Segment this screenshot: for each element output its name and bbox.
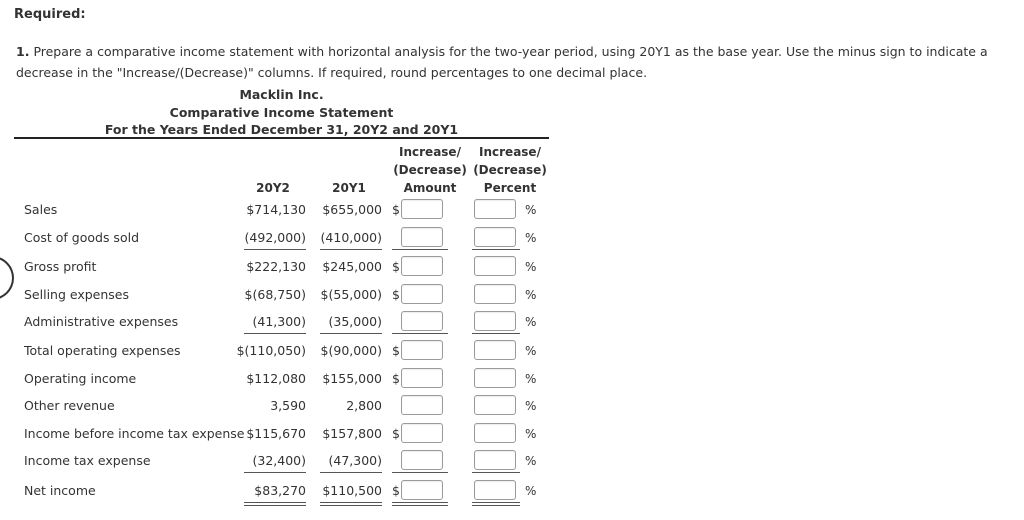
percent-sign: % (525, 427, 537, 441)
side-marker (0, 256, 14, 300)
dollar-sign: $ (392, 202, 400, 217)
row-label: Selling expenses (24, 287, 130, 302)
underline-20y1 (320, 472, 382, 473)
increase-percent-input[interactable] (474, 368, 516, 388)
value-20y1: $155,000 (322, 371, 382, 386)
percent-sign: % (525, 372, 537, 386)
underline-20y1 (320, 249, 382, 250)
row-label: Other revenue (24, 398, 115, 413)
underline-percent (472, 333, 520, 334)
col-inc-amount-l2: (Decrease) (393, 163, 467, 177)
row-label: Net income (24, 483, 96, 498)
underline-20y2 (244, 472, 306, 473)
col-20y1: 20Y1 (332, 181, 366, 195)
value-20y1: $245,000 (322, 259, 382, 274)
col-inc-pct-l1: Increase/ (479, 145, 541, 159)
increase-percent-input[interactable] (474, 256, 516, 276)
underline-amount (392, 249, 448, 250)
increase-percent-input[interactable] (474, 423, 516, 443)
percent-sign: % (525, 454, 537, 468)
percent-sign: % (525, 344, 537, 358)
row-label: Administrative expenses (24, 314, 179, 329)
increase-amount-input[interactable] (401, 480, 443, 500)
underline-percent (472, 502, 520, 506)
value-20y1: $(90,000) (320, 343, 382, 358)
instruction-body: Prepare a comparative income statement with horizontal analysis for the two-year period, using 20Y1 as the base year. Use the minus sign to indicate a decrease in the "Increase/(Decrease)" columns. If required, round percentages to one decimal place. (16, 44, 988, 80)
percent-sign: % (525, 288, 537, 302)
statement-title: Comparative Income Statement (169, 105, 394, 120)
underline-20y1 (320, 333, 382, 334)
value-20y1: 2,800 (346, 398, 382, 413)
increase-percent-input[interactable] (474, 480, 516, 500)
increase-amount-input[interactable] (401, 311, 443, 331)
percent-sign: % (525, 203, 537, 217)
increase-percent-input[interactable] (474, 284, 516, 304)
dollar-sign: $ (392, 259, 400, 274)
value-20y2: 3,590 (270, 398, 306, 413)
increase-amount-input[interactable] (401, 423, 443, 443)
increase-percent-input[interactable] (474, 311, 516, 331)
increase-amount-input[interactable] (401, 395, 443, 415)
dollar-sign: $ (392, 426, 400, 441)
value-20y1: $655,000 (322, 202, 382, 217)
row-label: Income before income tax expense (24, 426, 245, 441)
value-20y2: $112,080 (246, 371, 306, 386)
increase-amount-input[interactable] (401, 284, 443, 304)
dollar-sign: $ (392, 371, 400, 386)
dollar-sign: $ (392, 287, 400, 302)
instruction-text (16, 41, 1016, 83)
col-inc-amount-l1: Increase/ (399, 145, 461, 159)
row-label: Sales (24, 202, 58, 217)
dollar-sign: $ (392, 343, 400, 358)
value-20y1: (47,300) (328, 453, 382, 468)
underline-percent (472, 249, 520, 250)
percent-sign: % (525, 260, 537, 274)
required-heading: Required: (14, 7, 86, 22)
value-20y1: $157,800 (322, 426, 382, 441)
underline-percent (472, 472, 520, 473)
row-label: Income tax expense (24, 453, 151, 468)
increase-amount-input[interactable] (401, 227, 443, 247)
row-label: Operating income (24, 371, 137, 386)
increase-percent-input[interactable] (474, 395, 516, 415)
value-20y1: $110,500 (322, 483, 382, 498)
percent-sign: % (525, 231, 537, 245)
statement-period: For the Years Ended December 31, 20Y2 and 20Y1 (104, 122, 459, 137)
underline-amount (392, 472, 448, 473)
dollar-sign: $ (392, 483, 400, 498)
increase-amount-input[interactable] (401, 199, 443, 219)
value-20y2: $(68,750) (244, 287, 306, 302)
company-name: Macklin Inc. (239, 87, 324, 102)
percent-sign: % (525, 399, 537, 413)
col-inc-pct-l2: (Decrease) (473, 163, 547, 177)
value-20y2: (32,400) (252, 453, 306, 468)
underline-20y2 (244, 502, 306, 506)
value-20y2: $222,130 (246, 259, 306, 274)
value-20y2: $(110,050) (236, 343, 306, 358)
value-20y1: (410,000) (320, 230, 382, 245)
row-label: Total operating expenses (24, 343, 181, 358)
value-20y2: $714,130 (246, 202, 306, 217)
value-20y2: $115,670 (246, 426, 306, 441)
value-20y1: $(55,000) (320, 287, 382, 302)
col-inc-amount-l3: Amount (403, 181, 457, 195)
increase-amount-input[interactable] (401, 368, 443, 388)
increase-percent-input[interactable] (474, 340, 516, 360)
underline-amount (392, 333, 448, 334)
percent-sign: % (525, 484, 537, 498)
underline-amount (392, 502, 448, 506)
increase-percent-input[interactable] (474, 227, 516, 247)
instruction-number: 1. (16, 44, 30, 59)
value-20y2: $83,270 (254, 483, 306, 498)
underline-20y1 (320, 502, 382, 506)
value-20y2: (41,300) (252, 314, 306, 329)
value-20y2: (492,000) (244, 230, 306, 245)
increase-amount-input[interactable] (401, 340, 443, 360)
col-20y2: 20Y2 (256, 181, 290, 195)
increase-amount-input[interactable] (401, 256, 443, 276)
col-inc-pct-l3: Percent (483, 181, 537, 195)
underline-20y2 (244, 333, 306, 334)
row-label: Cost of goods sold (24, 230, 140, 245)
increase-percent-input[interactable] (474, 199, 516, 219)
increase-percent-input[interactable] (474, 450, 516, 470)
value-20y1: (35,000) (328, 314, 382, 329)
percent-sign: % (525, 315, 537, 329)
underline-20y2 (244, 249, 306, 250)
row-label: Gross profit (24, 259, 97, 274)
increase-amount-input[interactable] (401, 450, 443, 470)
title-rule (14, 137, 549, 139)
